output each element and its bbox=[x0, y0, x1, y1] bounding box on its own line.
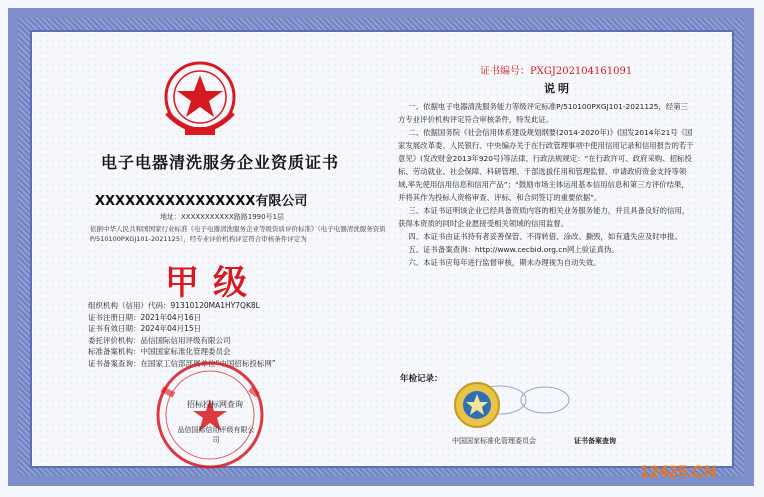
footer-query: 证书备案查询 bbox=[574, 437, 616, 445]
footer-authority: 中国国家标准化管理委员会 bbox=[452, 437, 536, 445]
emblem-icon bbox=[155, 55, 245, 145]
note-paragraph: 三、本证书证明该企业已经具备资质内容的相关业务服务能力，并且具备良好的信用，获得本资质的同时企业愿接受相关领域的信用监督。 bbox=[398, 206, 690, 228]
certificate-title: 电子电器清洗服务企业资质证书 bbox=[100, 153, 339, 172]
site-watermark: 12425.CN bbox=[640, 462, 717, 481]
note-paragraph: 一、依据电子电器清洗服务能力等级评定标准P/510100PXGJ101-2021125，经第三方专业评价机构评定符合审核条件，特发此证。 bbox=[398, 102, 689, 124]
official-seal-icon bbox=[150, 355, 270, 475]
certificate-number-value: PXGJ202104161091 bbox=[530, 66, 633, 77]
seal-text-company: 品信国际信用评级有限公司 bbox=[177, 426, 255, 444]
info-line: 委托评价机构：品信国际信用评级有限公司 bbox=[88, 335, 231, 345]
note-paragraph: 四、本证书由证书持有者妥善保管、不得转借、涂改、撕毁，如有遗失应及时申报。 bbox=[408, 232, 682, 241]
certificate-basis: 依据中华人民共和国国家行业标准《电子电器清洗服务企业等级资质评价标准》（电子电器清洗服务资质P/510100PXGJ101-2021125），经专业评价机构评定符合审核条件评定为 bbox=[90, 225, 386, 243]
info-line: 证书注册日期：2021年04月16日 bbox=[88, 312, 202, 322]
annual-inspection-label: 年检记录： bbox=[400, 374, 443, 384]
seal-text-query: 招标投标网查询 bbox=[187, 400, 243, 409]
company-address: 地址：XXXXXXXXXXX路路1990号1层 bbox=[160, 213, 285, 221]
info-line: 证书备案查询：在国家工信部部属单位“中国招标投标网” bbox=[88, 358, 276, 368]
notes-body bbox=[398, 100, 694, 269]
certificate-number-label: 证书编号： bbox=[480, 66, 530, 77]
grade-level: 甲级 bbox=[165, 263, 261, 303]
certificate-number bbox=[480, 62, 632, 77]
note-paragraph: 五、证书备案查询：http://www.cecbid.org.cn网上验证真伪。 bbox=[408, 245, 619, 254]
notes-title: 说明 bbox=[544, 82, 572, 95]
info-line: 标准备案机构：中国国家标准化管理委员会 bbox=[88, 347, 231, 356]
note-paragraph: 六、本证书应每年进行监督审核，期未办理视为自动失效。 bbox=[408, 258, 601, 267]
info-line: 组织机构（信用）代码：91310120MA1HY7QK8L bbox=[88, 301, 260, 310]
note-paragraph: 二、依据国务院《社会信用体系建设规划纲要(2014-2020年)》(国发2014年21号《国家发展改革委、人民银行、中央编办关于在行政管理事项中使用信用记录和信用报告的若干意见》(发改财金2013年920号)等法律、行政法规规定：“在行政许可、政府采购、招标投标、劳动就业、社会保障、科研管理、干部选拔任用和管理监督、申请政府资金支持等领域,率先使用信用信息和信用产品”；“鼓励市场主体运用基本信用信息和第三方评价结果，并将其作为投标人资格审查、评标、和合同签订的重要依据”。 bbox=[398, 128, 694, 202]
company-name: XXXXXXXXXXXXXXXX有限公司 bbox=[95, 194, 308, 209]
info-line: 证书有效日期：2024年04月15日 bbox=[88, 324, 202, 333]
standardization-badge-icon bbox=[452, 380, 502, 430]
